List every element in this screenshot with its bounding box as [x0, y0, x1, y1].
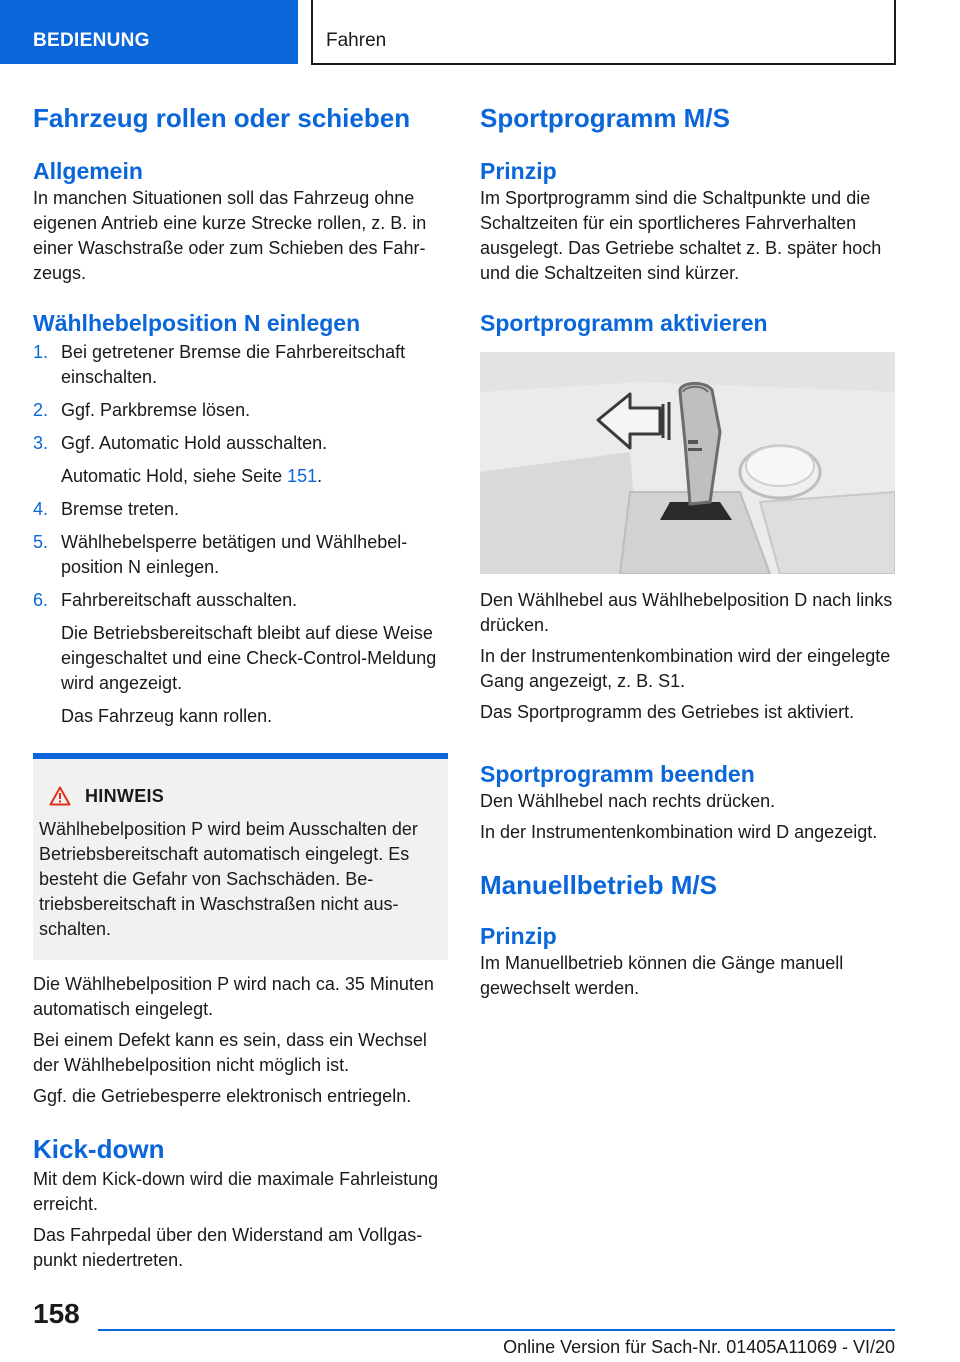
notice-header [39, 783, 442, 809]
heading-allgemein: Allgemein [33, 158, 143, 184]
heading-prinzip-sport: Prinzip [480, 158, 557, 184]
step-text: Fahrbereitschaft ausschalten. [61, 590, 298, 610]
list-item [33, 340, 448, 390]
paragraph-activate: In der Instrumentenkombination wird der eingelegte Gang angezeigt, z. B. S1. [480, 646, 891, 691]
step-subtext [61, 464, 448, 489]
list-item [33, 530, 448, 580]
step-number: 6. [33, 590, 49, 610]
warning-triangle-icon [39, 785, 75, 807]
step-subtext-prefix: Automatic Hold, siehe Seite [61, 466, 288, 486]
paragraph-after-notice: Die Wählhebelposition P wird nach ca. 35 Minuten automatisch eingelegt. [33, 974, 434, 1019]
paragraph-activate: Den Wählhebel aus Wählhebelposition D nach links drücken. [480, 590, 893, 635]
paragraph-prinzip-sport: Im Sportprogramm sind die Schaltpunkte und die Schaltzeiten für ein sportlicheres Fahrverhalten ausgelegt. Das Getriebe schaltet z. B. später hoch und die Schaltzeiten sind kürzer. [480, 188, 882, 283]
step-text: Bremse treten. [61, 499, 180, 519]
header-section-label: BEDIENUNG [33, 30, 150, 51]
header-section-tab [0, 0, 298, 64]
step-number: 3. [33, 433, 49, 453]
section-title-kickdown: Kick-down [33, 1134, 165, 1164]
left-column [33, 100, 448, 1273]
step-subtext: Die Betriebsbereitschaft bleibt auf diese Weise eingeschaltet und eine Check-Control-Meldung wird angezeigt. [61, 623, 437, 693]
step-text: Ggf. Automatic Hold ausschalten. [61, 433, 328, 453]
step-number: 1. [33, 342, 49, 362]
list-item [33, 588, 448, 729]
paragraph-prinzip-manual: Im Manuellbetrieb können die Gänge manuell gewechselt werden. [480, 953, 844, 998]
header-chapter-box [311, 0, 896, 65]
header-chapter-label: Fahren [326, 30, 387, 51]
paragraph-after-notice: Ggf. die Getriebesperre elektronisch entriegeln. [33, 1086, 412, 1106]
step-text: Ggf. Parkbremse lösen. [61, 400, 251, 420]
notice-box [33, 753, 448, 960]
paragraph-allgemein: In manchen Situationen soll das Fahrzeug ohne eigenen Antrieb eine kurze Strecke rollen, z. B. in einer Waschstraße oder zum Schieben des Fahrzeugs. [33, 188, 427, 283]
step-subtext-suffix: . [317, 466, 323, 486]
heading-position-n: Wählhebelposition N einlegen [33, 310, 361, 336]
section-title-rollen: Fahrzeug rollen oder schieben [33, 103, 411, 133]
heading-prinzip-manual: Prinzip [480, 923, 557, 949]
right-column [480, 100, 895, 1001]
step-number: 5. [33, 532, 49, 552]
page-number: 158 [33, 1298, 80, 1329]
page-link-151[interactable]: 151 [287, 466, 318, 486]
paragraph-end: In der Instrumentenkombination wird D angezeigt. [480, 822, 878, 842]
step-subtext: Das Fahrzeug kann rollen. [61, 706, 273, 726]
notice-text: Wählhebelposition P wird beim Ausschalten der Betriebsbereitschaft automatisch eingelegt. Es besteht die Gefahr von Sachschäden. Betriebsbereitschaft in Waschstraßen nicht ausschalten. [39, 819, 418, 939]
paragraph-after-notice: Bei einem Defekt kann es sein, dass ein Wechsel der Wählhebelposition nicht möglich ist. [33, 1030, 427, 1075]
step-text: Wählhebelsperre betätigen und Wählhebelposition N einlegen. [61, 532, 408, 577]
notice-title: HINWEIS [85, 785, 165, 806]
list-item [33, 497, 448, 522]
section-title-sport: Sportprogramm M/S [480, 103, 730, 133]
paragraph-kickdown: Das Fahrpedal über den Widerstand am Vollgaspunkt niedertreten. [33, 1225, 423, 1270]
steps-list [33, 340, 448, 729]
paragraph-kickdown: Mit dem Kick-down wird die maximale Fahrleistung erreicht. [33, 1169, 439, 1214]
heading-sport-aktivieren: Sportprogramm aktivieren [480, 310, 768, 336]
step-number: 2. [33, 400, 49, 420]
list-item [33, 398, 448, 423]
footer-divider [98, 1329, 895, 1331]
heading-sport-beenden: Sportprogramm beenden [480, 761, 755, 787]
paragraph-end: Den Wählhebel nach rechts drücken. [480, 791, 776, 811]
section-title-manual: Manuellbetrieb M/S [480, 870, 717, 900]
paragraph-activate: Das Sportprogramm des Getriebes ist aktiviert. [480, 702, 855, 722]
list-item [33, 431, 448, 489]
gear-selector-illustration [480, 352, 895, 574]
footer-online-version: Online Version für Sach-Nr. 01405A11069 - VI/20 [503, 1337, 895, 1357]
step-number: 4. [33, 499, 49, 519]
step-text: Bei getretener Bremse die Fahrbereitschaft einschalten. [61, 342, 406, 387]
